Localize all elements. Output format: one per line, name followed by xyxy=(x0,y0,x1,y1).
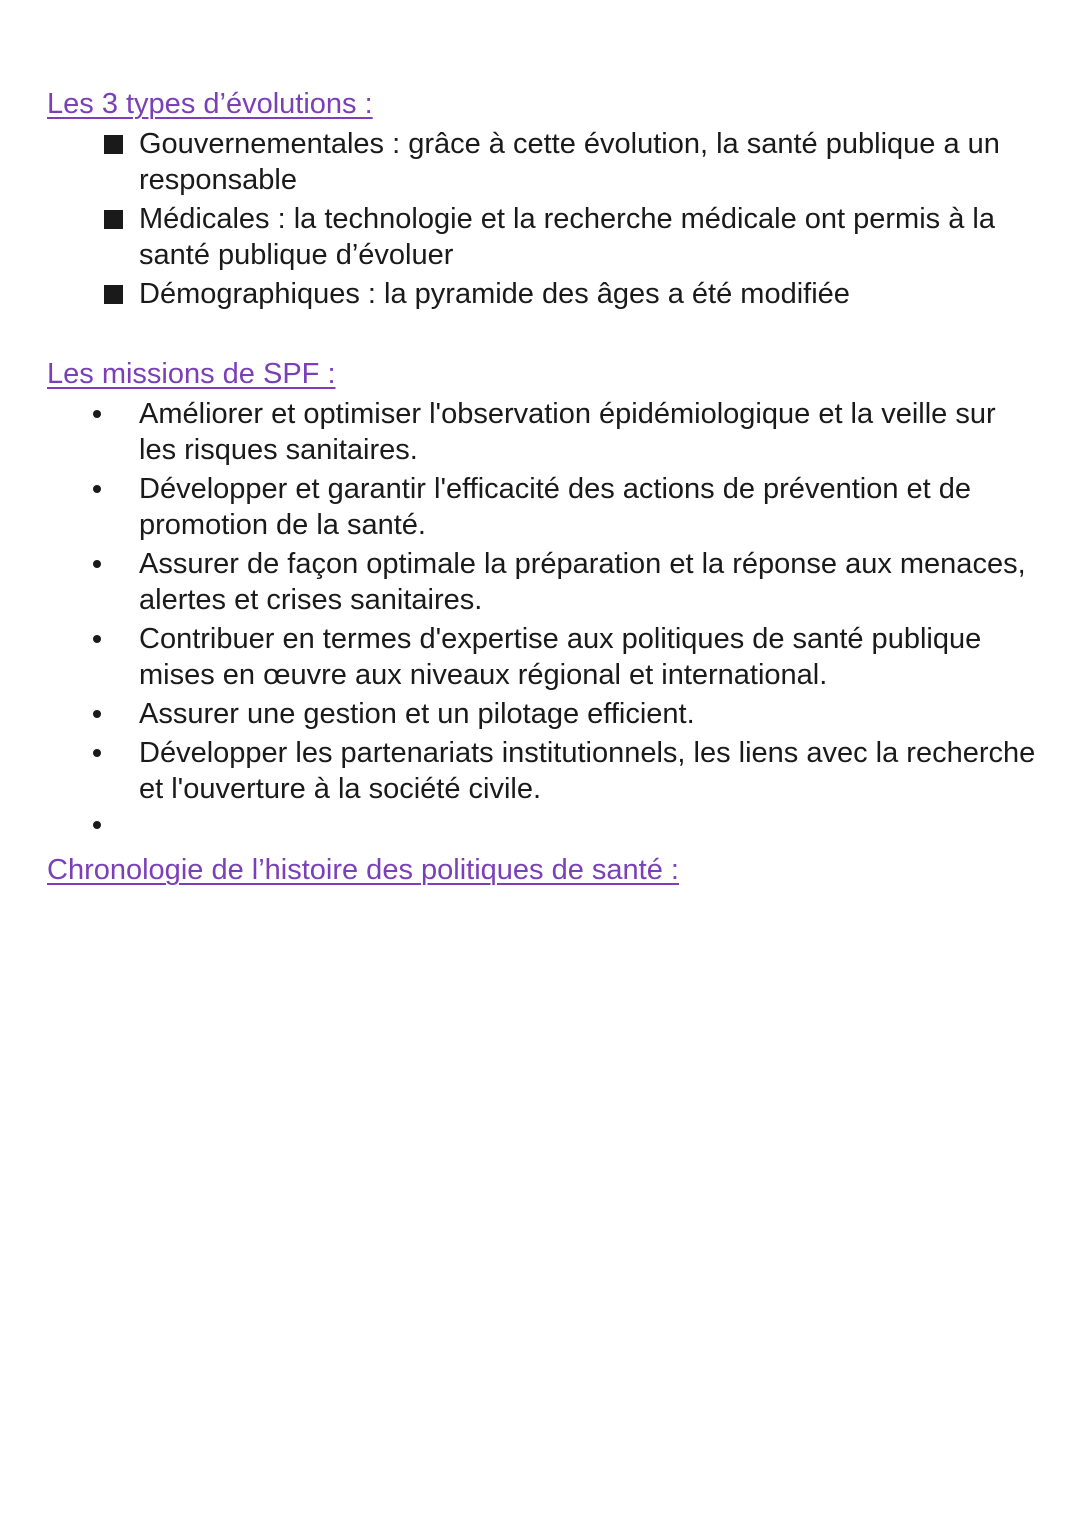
list-item-text: Contribuer en termes d'expertise aux politiques de santé publique mises en œuvre aux niveaux régional et international. xyxy=(139,623,982,691)
list-item-text: Démographiques : la pyramide des âges a été modifiée xyxy=(139,278,850,310)
list-item-text: Médicales : la technologie et la recherche médicale ont permis à la santé publique d’évoluer xyxy=(139,203,995,271)
list-item-text: Assurer une gestion et un pilotage efficient. xyxy=(139,698,695,730)
list-item-text: Assurer de façon optimale la préparation et la réponse aux menaces, alertes et crises sanitaires. xyxy=(139,548,1026,616)
round-bullet-icon xyxy=(93,560,101,568)
round-bullet-icon xyxy=(93,410,101,418)
round-bullet-icon xyxy=(93,485,101,493)
list-item xyxy=(0,621,1080,693)
list-item xyxy=(0,471,1080,543)
list-item xyxy=(0,696,1080,732)
square-bullet-icon xyxy=(104,135,123,154)
list-item xyxy=(0,546,1080,618)
list-item-text: Développer les partenariats institutionnels, les liens avec la recherche et l'ouverture à la société civile. xyxy=(139,737,1036,805)
square-bullet-icon xyxy=(104,210,123,229)
list-item xyxy=(0,126,1080,198)
list-item-text: Développer et garantir l'efficacité des actions de prévention et de promotion de la santé. xyxy=(139,473,972,541)
missions-list xyxy=(0,396,1080,810)
empty-round-bullet-icon xyxy=(93,821,101,829)
round-bullet-icon xyxy=(93,710,101,718)
list-item-text: Gouvernementales : grâce à cette évolution, la santé publique a un responsable xyxy=(139,128,1000,196)
list-item xyxy=(0,276,1080,312)
evolutions-list xyxy=(0,126,1080,315)
list-item-text: Améliorer et optimiser l'observation épidémiologique et la veille sur les risques sanitaires. xyxy=(139,398,996,466)
round-bullet-icon xyxy=(93,749,101,757)
list-item xyxy=(0,201,1080,273)
section-heading-chronologie: Chronologie de l’histoire des politiques de santé : xyxy=(47,854,679,886)
square-bullet-icon xyxy=(104,285,123,304)
list-item xyxy=(0,735,1080,807)
round-bullet-icon xyxy=(93,635,101,643)
section-heading-evolutions: Les 3 types d’évolutions : xyxy=(47,88,373,120)
list-item xyxy=(0,396,1080,468)
section-heading-missions: Les missions de SPF : xyxy=(47,358,336,390)
